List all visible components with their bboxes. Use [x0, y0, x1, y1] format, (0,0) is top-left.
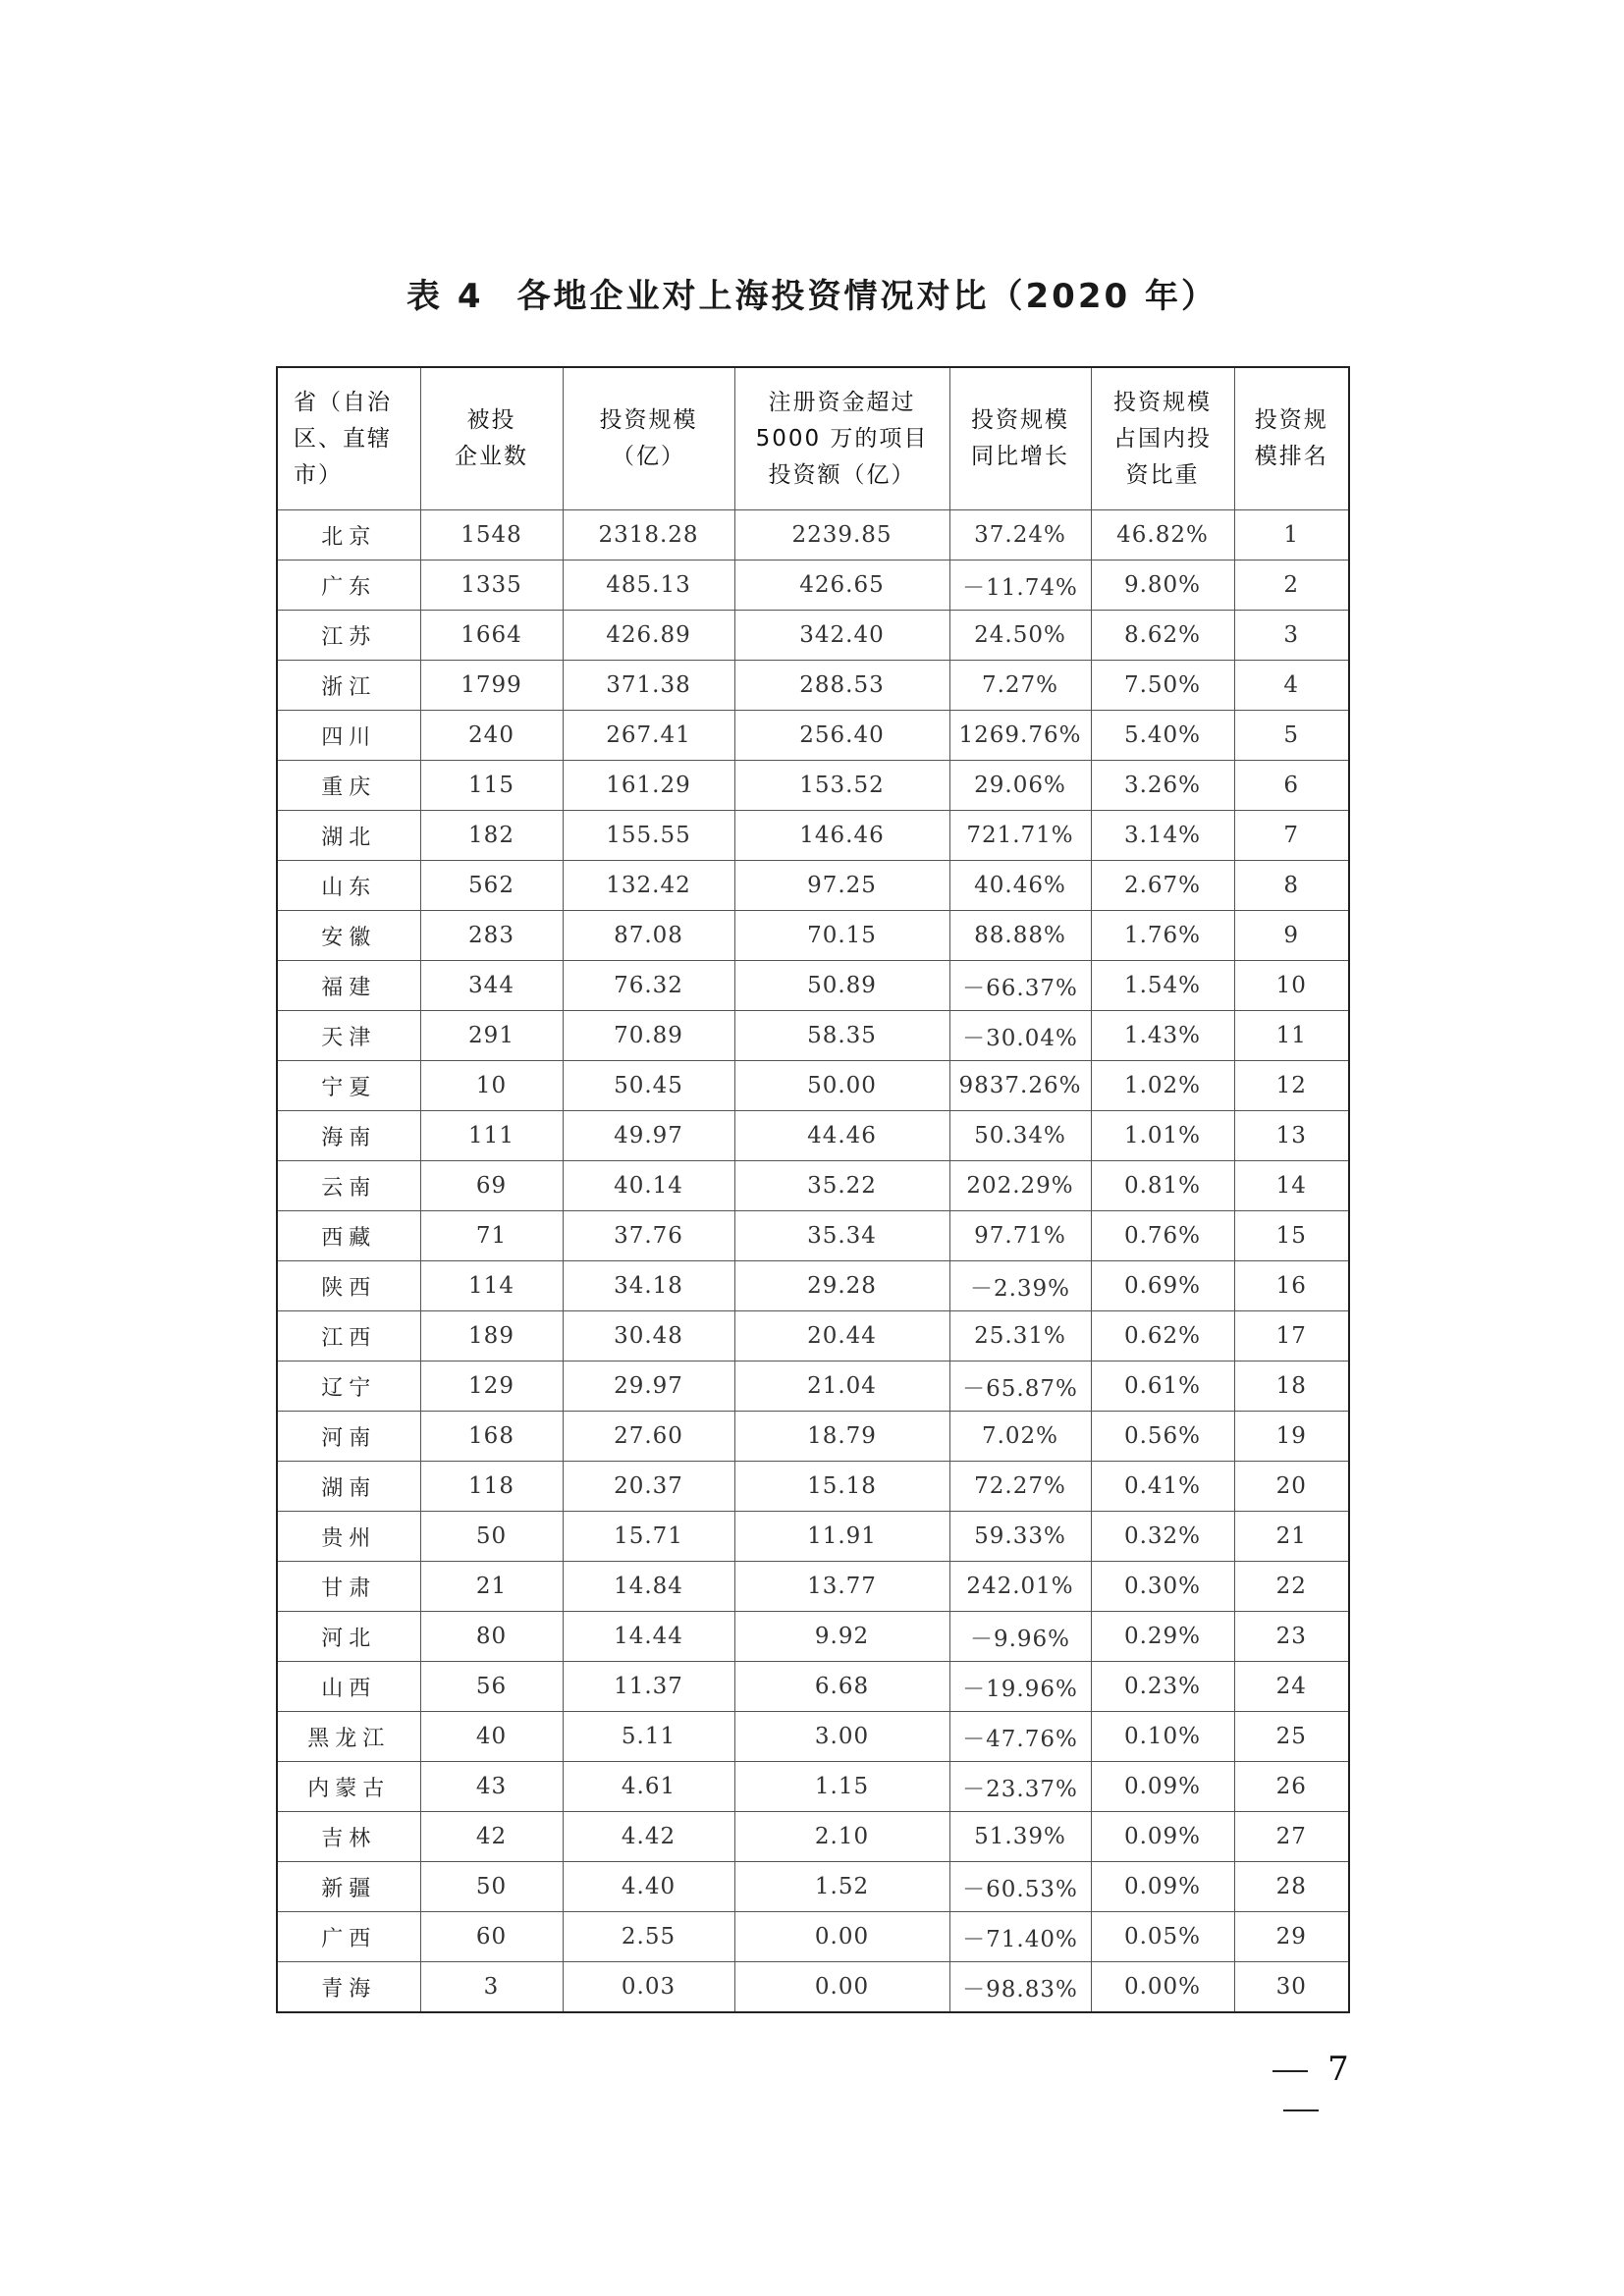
cell-rank: 20	[1234, 1462, 1349, 1512]
cell-large-project-investment: 426.65	[734, 561, 949, 611]
cell-enterprise-count: 80	[420, 1612, 563, 1662]
cell-enterprise-count: 240	[420, 711, 563, 761]
cell-rank: 12	[1234, 1061, 1349, 1111]
cell-region: 甘肃	[277, 1562, 420, 1612]
cell-enterprise-count: 43	[420, 1762, 563, 1812]
table-header	[277, 367, 1349, 510]
cell-domestic-share: 0.05%	[1091, 1912, 1234, 1962]
cell-domestic-share: 0.69%	[1091, 1261, 1234, 1311]
cell-domestic-share: 0.76%	[1091, 1211, 1234, 1261]
cell-large-project-investment: 50.00	[734, 1061, 949, 1111]
cell-enterprise-count: 50	[420, 1862, 563, 1912]
cell-large-project-investment: 256.40	[734, 711, 949, 761]
cell-region: 山东	[277, 861, 420, 911]
cell-yoy-growth: －9.96%	[949, 1612, 1091, 1662]
table-row	[277, 611, 1349, 661]
cell-enterprise-count: 115	[420, 761, 563, 811]
table-row	[277, 1662, 1349, 1712]
table-row	[277, 1512, 1349, 1562]
cell-large-project-investment: 21.04	[734, 1362, 949, 1412]
cell-investment-scale: 11.37	[563, 1662, 734, 1712]
cell-yoy-growth: 97.71%	[949, 1211, 1091, 1261]
cell-region: 江西	[277, 1311, 420, 1362]
cell-domestic-share: 1.76%	[1091, 911, 1234, 961]
cell-enterprise-count: 562	[420, 861, 563, 911]
cell-investment-scale: 49.97	[563, 1111, 734, 1161]
table-row	[277, 1061, 1349, 1111]
cell-region: 黑龙江	[277, 1712, 420, 1762]
cell-investment-scale: 4.61	[563, 1762, 734, 1812]
cell-region: 安徽	[277, 911, 420, 961]
cell-large-project-investment: 3.00	[734, 1712, 949, 1762]
table-row	[277, 1812, 1349, 1862]
cell-investment-scale: 4.42	[563, 1812, 734, 1862]
cell-investment-scale: 37.76	[563, 1211, 734, 1261]
cell-investment-scale: 161.29	[563, 761, 734, 811]
cell-enterprise-count: 1664	[420, 611, 563, 661]
page-dash-left	[1272, 2070, 1308, 2072]
cell-yoy-growth: －47.76%	[949, 1712, 1091, 1762]
cell-large-project-investment: 1.15	[734, 1762, 949, 1812]
cell-enterprise-count: 114	[420, 1261, 563, 1311]
cell-region: 新疆	[277, 1862, 420, 1912]
table-row	[277, 1011, 1349, 1061]
cell-rank: 16	[1234, 1261, 1349, 1311]
cell-large-project-investment: 1.52	[734, 1862, 949, 1912]
cell-region: 四川	[277, 711, 420, 761]
table-row	[277, 1712, 1349, 1762]
cell-yoy-growth: 9837.26%	[949, 1061, 1091, 1111]
cell-enterprise-count: 42	[420, 1812, 563, 1862]
header-enterprise-count: 被投 企业数	[420, 367, 563, 510]
cell-rank: 24	[1234, 1662, 1349, 1712]
cell-domestic-share: 1.02%	[1091, 1061, 1234, 1111]
cell-enterprise-count: 21	[420, 1562, 563, 1612]
table-row	[277, 1912, 1349, 1962]
cell-region: 河北	[277, 1612, 420, 1662]
cell-large-project-investment: 288.53	[734, 661, 949, 711]
table-row	[277, 1762, 1349, 1812]
cell-region: 湖南	[277, 1462, 420, 1512]
cell-rank: 2	[1234, 561, 1349, 611]
cell-domestic-share: 8.62%	[1091, 611, 1234, 661]
cell-enterprise-count: 283	[420, 911, 563, 961]
cell-enterprise-count: 69	[420, 1161, 563, 1211]
cell-domestic-share: 0.81%	[1091, 1161, 1234, 1211]
cell-investment-scale: 132.42	[563, 861, 734, 911]
cell-enterprise-count: 60	[420, 1912, 563, 1962]
cell-yoy-growth: －2.39%	[949, 1261, 1091, 1311]
cell-domestic-share: 2.67%	[1091, 861, 1234, 911]
cell-rank: 30	[1234, 1962, 1349, 2013]
cell-rank: 25	[1234, 1712, 1349, 1762]
page-dash-right	[1283, 2109, 1319, 2111]
cell-region: 广东	[277, 561, 420, 611]
cell-rank: 21	[1234, 1512, 1349, 1562]
cell-large-project-investment: 6.68	[734, 1662, 949, 1712]
cell-region: 云南	[277, 1161, 420, 1211]
table-row	[277, 561, 1349, 611]
cell-region: 西藏	[277, 1211, 420, 1261]
cell-yoy-growth: －11.74%	[949, 561, 1091, 611]
cell-domestic-share: 7.50%	[1091, 661, 1234, 711]
cell-investment-scale: 267.41	[563, 711, 734, 761]
cell-yoy-growth: 40.46%	[949, 861, 1091, 911]
table-row	[277, 1211, 1349, 1261]
cell-investment-scale: 87.08	[563, 911, 734, 961]
cell-domestic-share: 3.14%	[1091, 811, 1234, 861]
cell-rank: 17	[1234, 1311, 1349, 1362]
cell-domestic-share: 0.09%	[1091, 1862, 1234, 1912]
cell-large-project-investment: 58.35	[734, 1011, 949, 1061]
cell-enterprise-count: 291	[420, 1011, 563, 1061]
cell-large-project-investment: 70.15	[734, 911, 949, 961]
cell-yoy-growth: －66.37%	[949, 961, 1091, 1011]
cell-region: 重庆	[277, 761, 420, 811]
cell-large-project-investment: 97.25	[734, 861, 949, 911]
cell-enterprise-count: 344	[420, 961, 563, 1011]
cell-rank: 22	[1234, 1562, 1349, 1612]
cell-rank: 4	[1234, 661, 1349, 711]
cell-enterprise-count: 56	[420, 1662, 563, 1712]
cell-investment-scale: 0.03	[563, 1962, 734, 2013]
cell-region: 辽宁	[277, 1362, 420, 1412]
table-row	[277, 1412, 1349, 1462]
cell-domestic-share: 1.43%	[1091, 1011, 1234, 1061]
cell-region: 贵州	[277, 1512, 420, 1562]
cell-region: 福建	[277, 961, 420, 1011]
cell-region: 吉林	[277, 1812, 420, 1862]
cell-enterprise-count: 1799	[420, 661, 563, 711]
cell-enterprise-count: 118	[420, 1462, 563, 1512]
cell-large-project-investment: 2.10	[734, 1812, 949, 1862]
cell-yoy-growth: 59.33%	[949, 1512, 1091, 1562]
cell-rank: 18	[1234, 1362, 1349, 1412]
cell-yoy-growth: －19.96%	[949, 1662, 1091, 1712]
cell-domestic-share: 9.80%	[1091, 561, 1234, 611]
header-rank: 投资规 模排名	[1234, 367, 1349, 510]
cell-rank: 15	[1234, 1211, 1349, 1261]
cell-rank: 1	[1234, 510, 1349, 561]
cell-yoy-growth: 242.01%	[949, 1562, 1091, 1612]
table-row	[277, 1962, 1349, 2013]
cell-enterprise-count: 1335	[420, 561, 563, 611]
cell-region: 北京	[277, 510, 420, 561]
cell-yoy-growth: 51.39%	[949, 1812, 1091, 1862]
table-row	[277, 1612, 1349, 1662]
cell-large-project-investment: 0.00	[734, 1962, 949, 2013]
cell-yoy-growth: －60.53%	[949, 1862, 1091, 1912]
cell-yoy-growth: 7.02%	[949, 1412, 1091, 1462]
cell-enterprise-count: 3	[420, 1962, 563, 2013]
cell-enterprise-count: 40	[420, 1712, 563, 1762]
cell-large-project-investment: 153.52	[734, 761, 949, 811]
cell-yoy-growth: －71.40%	[949, 1912, 1091, 1962]
cell-large-project-investment: 18.79	[734, 1412, 949, 1462]
table-row	[277, 861, 1349, 911]
cell-domestic-share: 0.41%	[1091, 1462, 1234, 1512]
cell-investment-scale: 27.60	[563, 1412, 734, 1462]
cell-domestic-share: 0.23%	[1091, 1662, 1234, 1712]
cell-investment-scale: 2318.28	[563, 510, 734, 561]
cell-large-project-investment: 35.34	[734, 1211, 949, 1261]
cell-region: 海南	[277, 1111, 420, 1161]
header-large-project-investment: 注册资金超过 5000 万的项目 投资额（亿）	[734, 367, 949, 510]
cell-yoy-growth: 202.29%	[949, 1161, 1091, 1211]
cell-large-project-investment: 9.92	[734, 1612, 949, 1662]
page-number: 7	[1218, 2050, 1384, 2128]
cell-yoy-growth: 24.50%	[949, 611, 1091, 661]
cell-yoy-growth: 50.34%	[949, 1111, 1091, 1161]
cell-rank: 29	[1234, 1912, 1349, 1962]
table-row	[277, 911, 1349, 961]
cell-rank: 5	[1234, 711, 1349, 761]
table-row	[277, 1311, 1349, 1362]
table-row	[277, 1462, 1349, 1512]
table-row	[277, 1862, 1349, 1912]
cell-rank: 10	[1234, 961, 1349, 1011]
table-body	[277, 510, 1349, 2013]
table-title-text: 各地企业对上海投资情况对比（2020 年）	[516, 277, 1218, 316]
cell-yoy-growth: 72.27%	[949, 1462, 1091, 1512]
cell-enterprise-count: 111	[420, 1111, 563, 1161]
cell-domestic-share: 1.54%	[1091, 961, 1234, 1011]
cell-investment-scale: 76.32	[563, 961, 734, 1011]
cell-investment-scale: 485.13	[563, 561, 734, 611]
cell-region: 山西	[277, 1662, 420, 1712]
cell-region: 宁夏	[277, 1061, 420, 1111]
table-row	[277, 1562, 1349, 1612]
cell-region: 天津	[277, 1011, 420, 1061]
table-row	[277, 1362, 1349, 1412]
cell-rank: 9	[1234, 911, 1349, 961]
cell-region: 内蒙古	[277, 1762, 420, 1812]
table-row	[277, 1111, 1349, 1161]
cell-investment-scale: 426.89	[563, 611, 734, 661]
table-row	[277, 761, 1349, 811]
table-row	[277, 961, 1349, 1011]
cell-rank: 23	[1234, 1612, 1349, 1662]
cell-enterprise-count: 189	[420, 1311, 563, 1362]
table-row	[277, 510, 1349, 561]
cell-region: 广西	[277, 1912, 420, 1962]
header-yoy-growth: 投资规模 同比增长	[949, 367, 1091, 510]
cell-large-project-investment: 29.28	[734, 1261, 949, 1311]
cell-enterprise-count: 1548	[420, 510, 563, 561]
cell-yoy-growth: －30.04%	[949, 1011, 1091, 1061]
cell-investment-scale: 40.14	[563, 1161, 734, 1211]
cell-domestic-share: 0.56%	[1091, 1412, 1234, 1462]
cell-region: 河南	[277, 1412, 420, 1462]
cell-large-project-investment: 35.22	[734, 1161, 949, 1211]
cell-region: 青海	[277, 1962, 420, 2013]
table-row	[277, 1261, 1349, 1311]
cell-yoy-growth: 37.24%	[949, 510, 1091, 561]
header-region: 省（自治 区、直辖 市）	[277, 367, 420, 510]
cell-large-project-investment: 342.40	[734, 611, 949, 661]
cell-large-project-investment: 44.46	[734, 1111, 949, 1161]
table-row	[277, 811, 1349, 861]
cell-domestic-share: 3.26%	[1091, 761, 1234, 811]
cell-region: 浙江	[277, 661, 420, 711]
cell-domestic-share: 1.01%	[1091, 1111, 1234, 1161]
cell-rank: 7	[1234, 811, 1349, 861]
cell-large-project-investment: 20.44	[734, 1311, 949, 1362]
cell-enterprise-count: 50	[420, 1512, 563, 1562]
cell-yoy-growth: 25.31%	[949, 1311, 1091, 1362]
cell-investment-scale: 14.44	[563, 1612, 734, 1662]
cell-investment-scale: 29.97	[563, 1362, 734, 1412]
cell-enterprise-count: 182	[420, 811, 563, 861]
cell-domestic-share: 5.40%	[1091, 711, 1234, 761]
cell-large-project-investment: 15.18	[734, 1462, 949, 1512]
cell-yoy-growth: 1269.76%	[949, 711, 1091, 761]
table-row	[277, 1161, 1349, 1211]
cell-domestic-share: 46.82%	[1091, 510, 1234, 561]
cell-investment-scale: 14.84	[563, 1562, 734, 1612]
cell-large-project-investment: 146.46	[734, 811, 949, 861]
table-row	[277, 661, 1349, 711]
cell-domestic-share: 0.09%	[1091, 1762, 1234, 1812]
cell-yoy-growth: 88.88%	[949, 911, 1091, 961]
cell-yoy-growth: －98.83%	[949, 1962, 1091, 2013]
cell-rank: 14	[1234, 1161, 1349, 1211]
cell-rank: 27	[1234, 1812, 1349, 1862]
cell-investment-scale: 371.38	[563, 661, 734, 711]
cell-rank: 19	[1234, 1412, 1349, 1462]
cell-investment-scale: 50.45	[563, 1061, 734, 1111]
cell-large-project-investment: 0.00	[734, 1912, 949, 1962]
cell-investment-scale: 155.55	[563, 811, 734, 861]
cell-investment-scale: 70.89	[563, 1011, 734, 1061]
cell-domestic-share: 0.10%	[1091, 1712, 1234, 1762]
cell-rank: 11	[1234, 1011, 1349, 1061]
cell-yoy-growth: －65.87%	[949, 1362, 1091, 1412]
table-number: 表 4	[406, 277, 484, 316]
cell-domestic-share: 0.29%	[1091, 1612, 1234, 1662]
cell-rank: 28	[1234, 1862, 1349, 1912]
cell-rank: 13	[1234, 1111, 1349, 1161]
cell-enterprise-count: 71	[420, 1211, 563, 1261]
cell-rank: 3	[1234, 611, 1349, 661]
header-investment-scale: 投资规模 （亿）	[563, 367, 734, 510]
cell-domestic-share: 0.09%	[1091, 1812, 1234, 1862]
cell-region: 江苏	[277, 611, 420, 661]
table-row	[277, 711, 1349, 761]
cell-enterprise-count: 168	[420, 1412, 563, 1462]
cell-domestic-share: 0.00%	[1091, 1962, 1234, 2013]
cell-investment-scale: 34.18	[563, 1261, 734, 1311]
cell-large-project-investment: 2239.85	[734, 510, 949, 561]
cell-enterprise-count: 10	[420, 1061, 563, 1111]
cell-investment-scale: 15.71	[563, 1512, 734, 1562]
cell-rank: 26	[1234, 1762, 1349, 1812]
cell-domestic-share: 0.32%	[1091, 1512, 1234, 1562]
cell-large-project-investment: 11.91	[734, 1512, 949, 1562]
cell-domestic-share: 0.62%	[1091, 1311, 1234, 1362]
cell-investment-scale: 30.48	[563, 1311, 734, 1362]
cell-region: 陕西	[277, 1261, 420, 1311]
cell-domestic-share: 0.30%	[1091, 1562, 1234, 1612]
cell-large-project-investment: 50.89	[734, 961, 949, 1011]
cell-investment-scale: 20.37	[563, 1462, 734, 1512]
cell-yoy-growth: 7.27%	[949, 661, 1091, 711]
cell-region: 湖北	[277, 811, 420, 861]
page-title	[0, 275, 1624, 318]
cell-yoy-growth: 29.06%	[949, 761, 1091, 811]
header-domestic-share: 投资规模 占国内投 资比重	[1091, 367, 1234, 510]
cell-yoy-growth: 721.71%	[949, 811, 1091, 861]
cell-yoy-growth: －23.37%	[949, 1762, 1091, 1812]
cell-enterprise-count: 129	[420, 1362, 563, 1412]
cell-investment-scale: 2.55	[563, 1912, 734, 1962]
investment-comparison-table	[276, 366, 1350, 2013]
cell-domestic-share: 0.61%	[1091, 1362, 1234, 1412]
cell-rank: 8	[1234, 861, 1349, 911]
cell-rank: 6	[1234, 761, 1349, 811]
cell-investment-scale: 4.40	[563, 1862, 734, 1912]
cell-investment-scale: 5.11	[563, 1712, 734, 1762]
header-row	[277, 367, 1349, 510]
cell-large-project-investment: 13.77	[734, 1562, 949, 1612]
